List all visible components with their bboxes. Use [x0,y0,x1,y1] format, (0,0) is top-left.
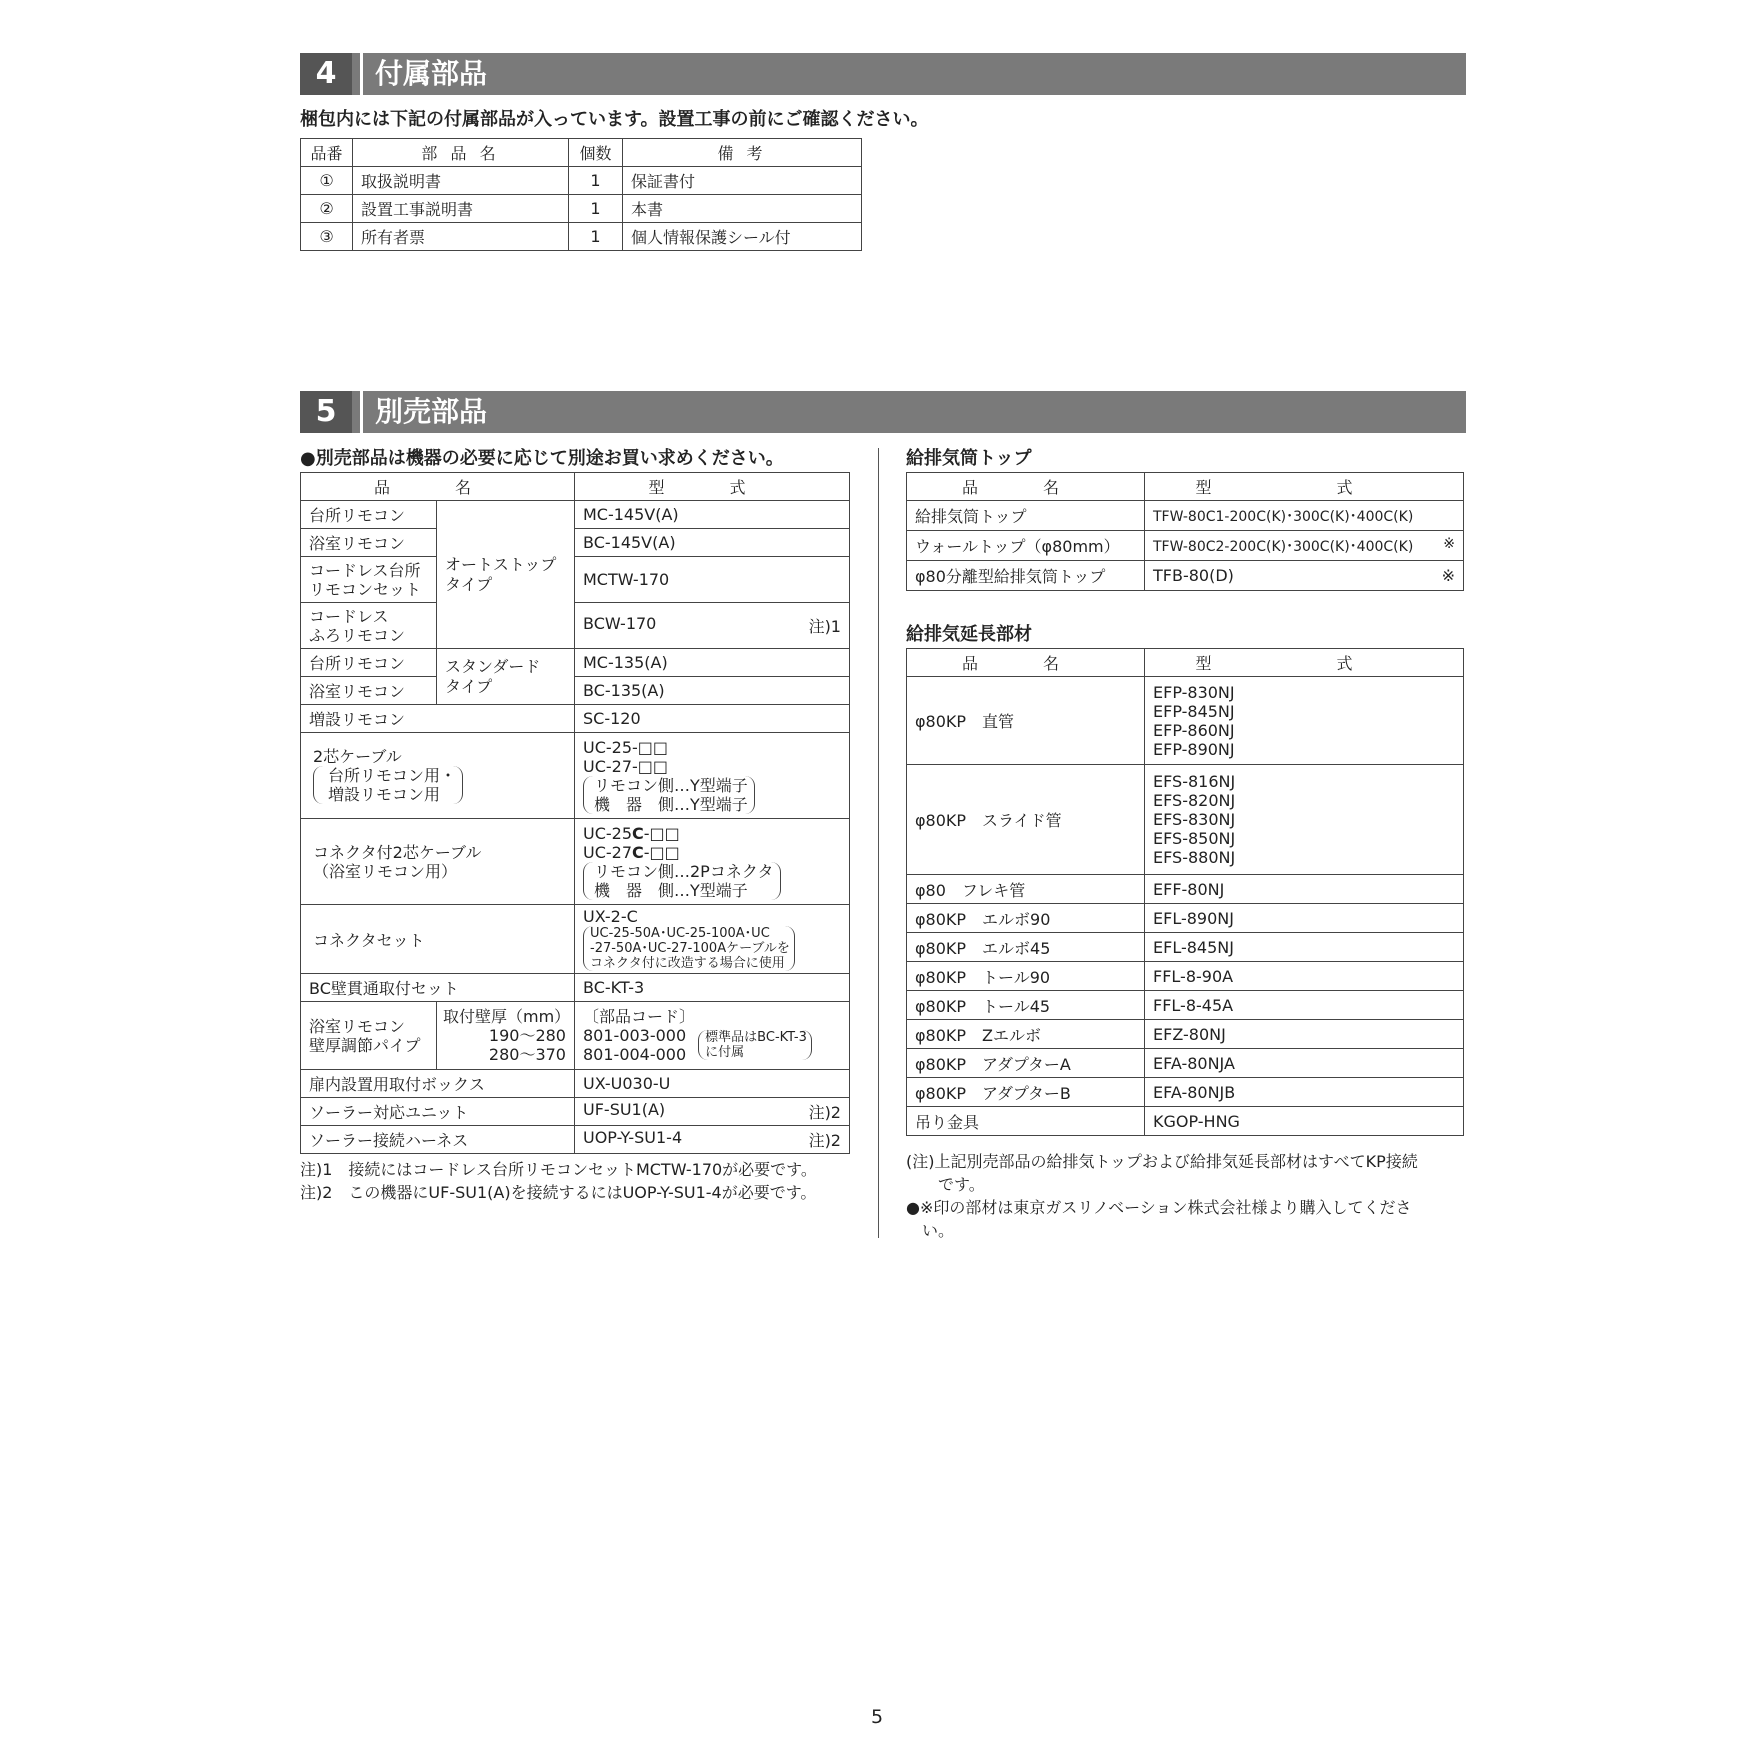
vent-top-title: 給排気筒トップ [906,448,1032,469]
table-row: φ80KP 直管 EFP-830NJ EFP-845NJ EFP-860NJ EFP-890NJ [907,677,1464,765]
table-row: ソーラー接続ハーネス UOP-Y-SU1-4 注)2 [301,1126,850,1154]
accessories-table [300,138,862,251]
vent-ext-notes: (注)上記別売部品の給排気トップおよび給排気延長部材はすべてKP接続 です。 ●※印の部材は東京ガスリノベーション株式会社様より購入してくださ い。 [906,1152,1418,1240]
table-row: 浴室リモコン 壁厚調節パイプ 取付壁厚（mm） 190～280 280～370 〔部品コード〕 801-003-000 801-004-000 標準品はBC-KT-3 に付属 [301,1002,850,1070]
table-row: φ80KP エルボ90 EFL-890NJ [907,904,1464,933]
section-4-number: 4 [300,53,352,95]
section-5-title: 別売部品 [360,391,487,433]
table-row: ② 設置工事説明書 1 本書 [301,195,862,223]
table-header-row: 品番 部 品 名 個数 備 考 [301,139,862,167]
table-row: φ80KP スライド管 EFS-816NJ EFS-820NJ EFS-830NJ EFS-850NJ EFS-880NJ [907,765,1464,875]
vent-ext-table [906,648,1464,1136]
vent-top-table [906,472,1464,591]
table-row: φ80 フレキ管 EFF-80NJ [907,875,1464,904]
table-row: φ80KP トール45 FFL-8-45A [907,991,1464,1020]
table-row: 台所リモコン スタンダード タイプ MC-135(A) [301,649,850,677]
page-number: 5 [870,1706,884,1728]
table-header-row: 品 名 型 式 [907,649,1464,677]
table-header-row: 品 名 型 式 [907,473,1464,501]
section-4-header [300,53,1466,95]
table-row: ウォールトップ（φ80mm） TFW-80C2-200C(K)･300C(K)･400C(K) ※ [907,531,1464,561]
table-row: φ80KP Zエルボ EFZ-80NJ [907,1020,1464,1049]
table-row: コネクタセット UX-2-C UC-25-50A･UC-25-100A･UC -27-50A･UC-27-100Aケーブルを コネクタ付に改造する場合に使用 [301,905,850,974]
table-row: φ80KP トール90 FFL-8-90A [907,962,1464,991]
optional-parts-notes: 注)1 接続にはコードレス台所リモコンセットMCTW-170が必要です。 注)2 この機器にUF-SU1(A)を接続するにはUOP-Y-SU1-4が必要です。 [300,1160,817,1202]
table-row: 給排気筒トップ TFW-80C1-200C(K)･300C(K)･400C(K) [907,501,1464,531]
section-5-lead: ●別売部品は機器の必要に応じて別途お買い求めください。 [300,448,784,469]
optional-parts-table [300,472,850,1154]
table-row: ③ 所有者票 1 個人情報保護シール付 [301,223,862,251]
column-divider [878,448,879,1238]
table-row: φ80分離型給排気筒トップ TFB-80(D) ※ [907,561,1464,591]
table-row: 浴室リモコン BC-145V(A) [301,529,850,557]
table-row: 浴室リモコン BC-135(A) [301,677,850,705]
table-row: 吊り金具 KGOP-HNG [907,1107,1464,1136]
table-row: ソーラー対応ユニット UF-SU1(A) 注)2 [301,1098,850,1126]
table-row: ① 取扱説明書 1 保証書付 [301,167,862,195]
table-row: コードレス ふろリモコン BCW-170 注)1 [301,603,850,649]
section-4-lead: 梱包内には下記の付属部品が入っています。設置工事の前にご確認ください。 [300,109,929,130]
vent-ext-title: 給排気延長部材 [906,624,1032,645]
section-4-title: 付属部品 [360,53,487,95]
table-row: φ80KP アダプターB EFA-80NJB [907,1078,1464,1107]
table-row: BC壁貫通取付セット BC-KT-3 [301,974,850,1002]
table-row: 扉内設置用取付ボックス UX-U030-U [301,1070,850,1098]
table-row: 2芯ケーブル 台所リモコン用・ 増設リモコン用 UC-25-□□ UC-27-□□ リモコン側…Y型端子 機 器 側…Y型端子 [301,733,850,819]
table-row: φ80KP エルボ45 EFL-845NJ [907,933,1464,962]
table-row: 台所リモコン オートストップ タイプ MC-145V(A) [301,501,850,529]
table-header-row: 品 名 型 式 [301,473,850,501]
table-row: コードレス台所 リモコンセット MCTW-170 [301,557,850,603]
section-5-number: 5 [300,391,352,433]
table-row: φ80KP アダプターA EFA-80NJA [907,1049,1464,1078]
table-row: コネクタ付2芯ケーブル （浴室リモコン用） UC-25C-□□ UC-27C-□□ リモコン側…2Pコネクタ 機 器 側…Y型端子 [301,819,850,905]
table-row: 増設リモコン SC-120 [301,705,850,733]
section-5-header [300,391,1466,433]
